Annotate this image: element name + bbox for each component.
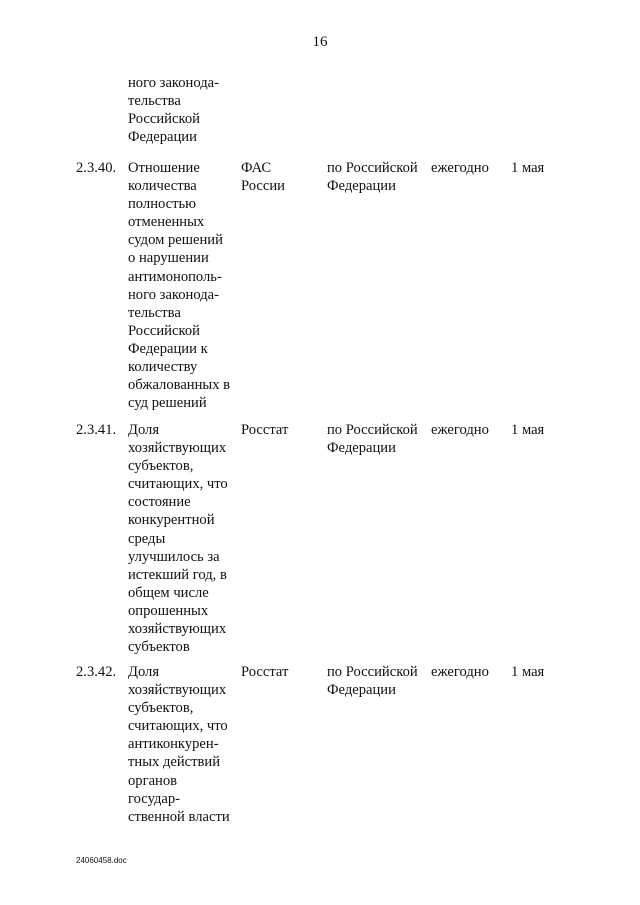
indicator-name-line: Российской (128, 111, 200, 128)
indicator-name-line: Федерации (128, 129, 197, 146)
territory-level-cell (327, 663, 427, 699)
indicator-name-line: антимонополь- (128, 268, 222, 285)
indicator-name-line: тных действий (128, 754, 221, 771)
indicator-name-line: конкурентной (128, 512, 215, 529)
territory-line: по Российской (327, 160, 418, 176)
indicator-name-line: полностью (128, 196, 197, 213)
territory-level-cell (327, 421, 427, 457)
indicator-name-line: Федерации к (128, 340, 208, 357)
frequency-cell: ежегодно (431, 664, 489, 680)
indicator-name-line: о нарушении (128, 250, 209, 267)
agency-line: России (241, 178, 285, 195)
indicator-name-line: Российской (128, 322, 200, 339)
indicator-name-cell (128, 421, 240, 656)
indicator-name-line: ного законода- (128, 75, 220, 91)
indicator-name-line: состояние (128, 494, 191, 511)
indicator-name-line: общем числе (128, 584, 209, 601)
deadline-cell: 1 мая (511, 160, 545, 176)
territory-line: Федерации (327, 440, 396, 457)
row-number: 2.3.40. (76, 160, 117, 176)
indicator-name-line: отмененных (128, 214, 205, 231)
indicator-name-line: государ- (128, 790, 181, 807)
territory-line: по Российской (327, 664, 418, 680)
indicator-name-line: ного законода- (128, 286, 220, 303)
indicator-name-line: улучшилось за (128, 548, 220, 565)
territory-line: Федерации (327, 178, 396, 195)
agency-line: Росстат (241, 422, 289, 438)
indicator-name-line: хозяйствующих (128, 621, 227, 638)
deadline-cell: 1 мая (511, 422, 545, 438)
agency-line: ФАС (241, 160, 272, 176)
indicator-name-line: субъектов, (128, 458, 194, 475)
agency-line: Росстат (241, 664, 289, 680)
responsible-agency-cell (241, 159, 321, 195)
indicator-name-line: Доля (128, 422, 160, 438)
indicator-name-line: опрошенных (128, 602, 209, 619)
frequency-cell: ежегодно (431, 160, 489, 176)
indicator-name-line: антиконкурен- (128, 736, 219, 753)
territory-line: по Российской (327, 422, 418, 438)
file-name-footer: 24060458.doc (76, 856, 127, 865)
indicator-name-line: субъектов (128, 639, 190, 656)
indicator-name-cell (128, 663, 240, 826)
indicator-name-line: Доля (128, 664, 160, 680)
indicator-name-line: ственной власти (128, 808, 230, 825)
territory-level-cell (327, 159, 427, 195)
indicator-name-line: Отношение (128, 160, 200, 176)
indicator-name-line: суд решений (128, 395, 207, 412)
deadline-cell: 1 мая (511, 664, 545, 680)
responsible-agency-cell (241, 663, 321, 681)
indicator-name-line: считающих, что (128, 718, 228, 735)
indicator-name-line: судом решений (128, 232, 223, 249)
indicator-name-line: среды (128, 530, 166, 547)
indicator-name-line: количеству (128, 359, 198, 376)
indicator-name-line: субъектов, (128, 700, 194, 717)
indicator-name-cell (128, 159, 240, 412)
indicator-name-line: тельства (128, 93, 181, 110)
page-number: 16 (312, 34, 328, 50)
frequency-cell: ежегодно (431, 422, 489, 438)
indicator-name-line: обжалованных в (128, 377, 231, 394)
indicator-name-line: истекший год, в (128, 566, 227, 583)
indicator-name-line: считающих, что (128, 476, 228, 493)
row-number: 2.3.42. (76, 664, 117, 680)
row-number: 2.3.41. (76, 422, 117, 438)
indicator-name-line: тельства (128, 304, 181, 321)
indicator-name-line: хозяйствующих (128, 682, 227, 699)
territory-line: Федерации (327, 682, 396, 699)
indicator-name-line: органов (128, 772, 178, 789)
indicator-name-cell (128, 74, 240, 146)
indicator-name-line: количества (128, 178, 197, 195)
responsible-agency-cell (241, 421, 321, 439)
indicator-name-line: хозяйствующих (128, 440, 227, 457)
